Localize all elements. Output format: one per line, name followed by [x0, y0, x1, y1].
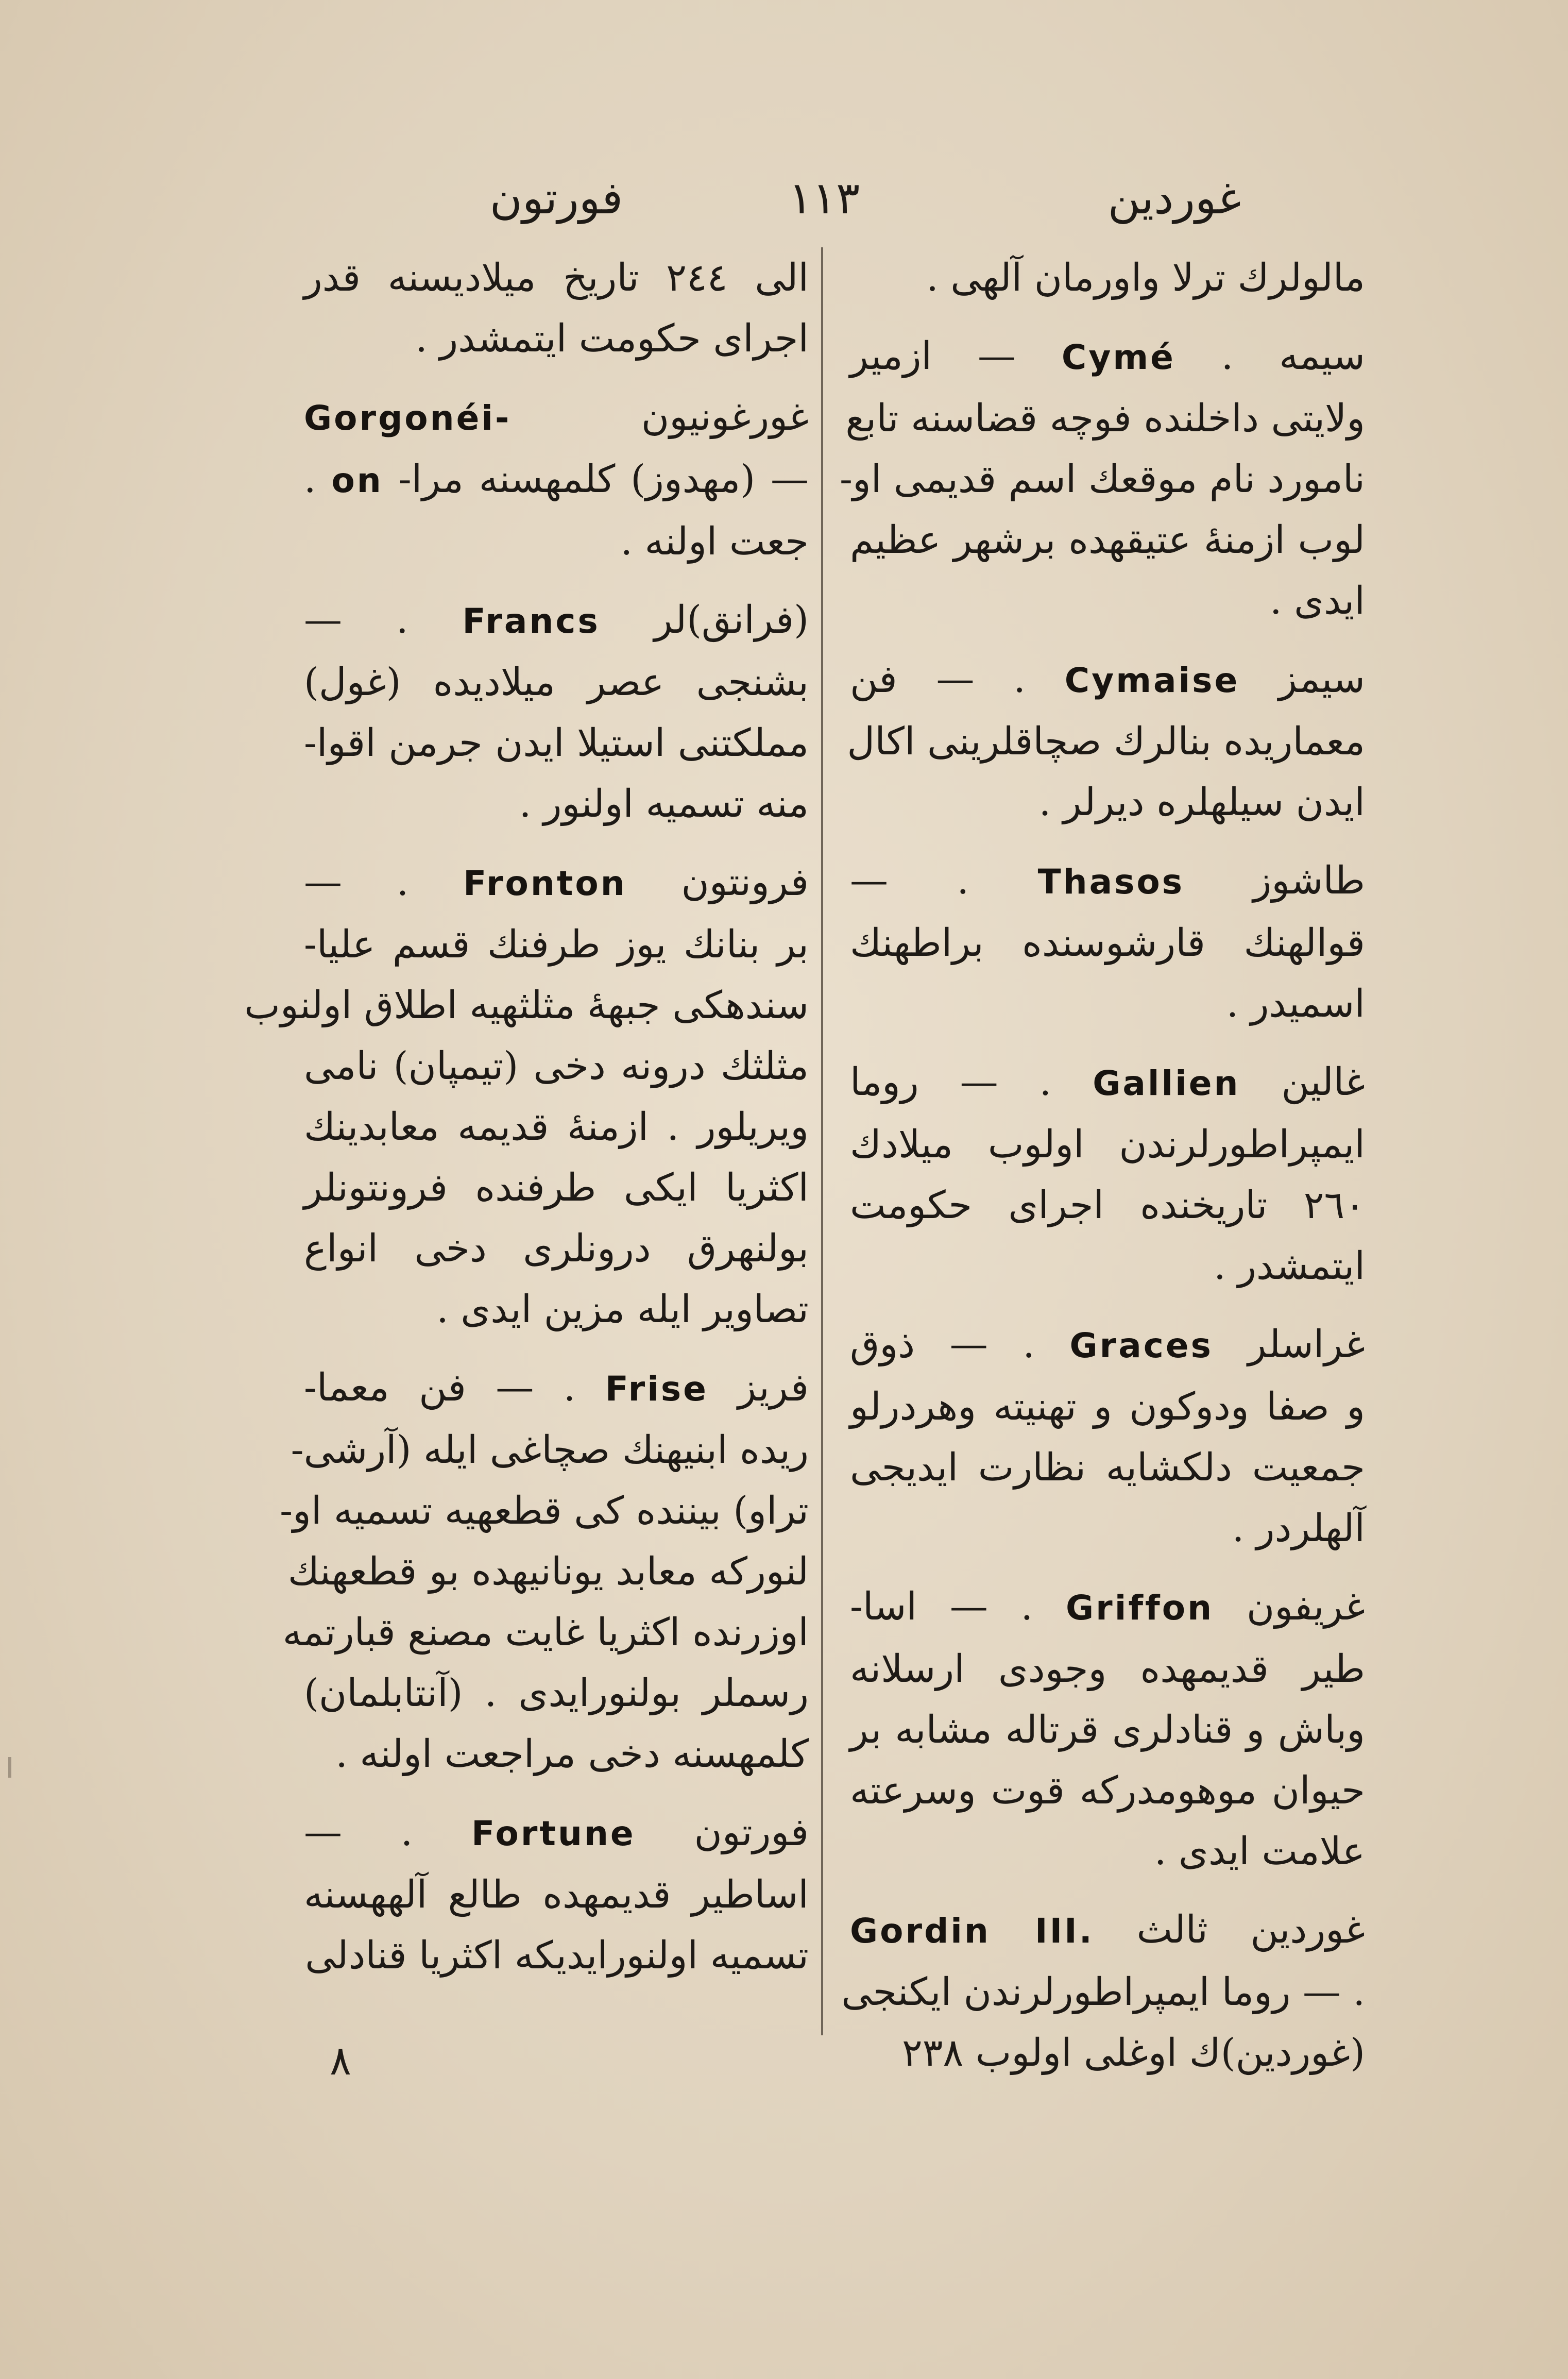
entry-text-line: (غوردين)ك اوغلى اولوب ٢٣٨ [902, 2031, 1365, 2075]
entry-text-line: نامورد نام موقعك اسم قديمى او- [840, 457, 1365, 501]
dictionary-entry [304, 589, 809, 834]
entry-text-line: الى ٢٤٤ تاريخ ميلاديسنه قدر [304, 256, 809, 300]
entry-text-line: علامت ايدى . [1154, 1829, 1365, 1874]
dictionary-entry [280, 1357, 809, 1784]
headword-latin: on [331, 461, 383, 500]
running-head-left: فورتون [489, 173, 623, 224]
entry-headword-line [850, 1314, 1365, 1376]
headword-latin: Cymaise [1064, 661, 1240, 700]
entry-headword-line [850, 326, 1365, 388]
entry-text-line: ايمپراطورلرندن اولوب ميلادك [850, 1122, 1365, 1167]
entry-text-line: تسميه اولنورايديكه اكثريا قنادلى [305, 1933, 809, 1978]
headword-ottoman: طاشوز [1184, 858, 1365, 903]
headword-latin: Griffon [1065, 1588, 1214, 1628]
entry-text-line: و صفا ودوكون و تهنيته وهردرلو [850, 1385, 1365, 1429]
right-column [840, 247, 1366, 2101]
headword-gloss: . — فن [850, 657, 1065, 701]
column-divider [821, 247, 823, 2035]
left-column [244, 247, 809, 2003]
headword-gloss: . — روما [850, 1060, 1093, 1104]
dictionary-entry [244, 852, 809, 1340]
entry-text-line: جمعيت دلكشايه نظارت ايديجى [850, 1445, 1365, 1490]
headword-ottoman: فرونتون [626, 860, 809, 904]
dictionary-entry [304, 386, 809, 572]
entry-headword-line [850, 649, 1365, 711]
entry-text-line: منه تسميه اولنور . [519, 782, 809, 826]
headword-ottoman: غراسلر [1213, 1322, 1365, 1366]
dictionary-entry [840, 326, 1365, 631]
headword-ottoman: سيمه . [1175, 334, 1365, 378]
entry-text-line: لنوركه معابد يونانيهده بو قطعهنك [287, 1549, 809, 1594]
entry-headword-line [304, 449, 809, 511]
entry-headword-line [850, 1899, 1365, 1962]
headword-gloss: . [304, 457, 332, 501]
entry-text-line: مالولرك ترلا واورمان آلهى . [926, 256, 1365, 300]
entry-text-line: ايدى . [1270, 579, 1365, 623]
headword-gloss: . — [304, 1810, 472, 1854]
headword-gloss: . — [850, 858, 1038, 903]
entry-text-line: قوالهنك قارشوسنده براطهنك [850, 921, 1365, 965]
entry-text-line: اجراى حكومت ايتمشدر . [415, 316, 809, 361]
entry-text-line: اساطير قديمهده طالع آلههسنه [304, 1872, 809, 1917]
headword-ottoman: غالين [1240, 1060, 1365, 1104]
entry-text-line: ايدن سيلهلره ديرلر . [1038, 780, 1365, 824]
entry-text-line: بر بنانك يوز طرفنك قسم عليا- [304, 922, 809, 967]
entry-headword-line [304, 386, 809, 449]
headword-latin: Fronton [463, 864, 627, 903]
headword-latin: Frise [605, 1369, 708, 1409]
headword-gloss: . — فن معما- [304, 1365, 605, 1410]
running-head-right: غوردين [1107, 173, 1241, 224]
headword-gloss: . — ذوق [850, 1322, 1070, 1366]
headword-ottoman: — (مهدوز) كلمهسنه مرا- [383, 457, 809, 501]
dictionary-entry [304, 247, 809, 369]
entry-text-line: كلمهسنه دخى مراجعت اولنه . [335, 1732, 809, 1776]
entry-text-line: طير قديمهده وجودى ارسلانه [850, 1647, 1365, 1691]
dictionary-entry [850, 1052, 1365, 1296]
headword-ottoman: غوردين ثالث [1094, 1908, 1365, 1952]
dictionary-entry [847, 649, 1366, 833]
headword-ottoman: غريفون [1214, 1584, 1365, 1629]
headword-gloss: . — [304, 860, 464, 904]
entry-headword-line [850, 1576, 1365, 1639]
headword-latin: Francs [462, 601, 600, 641]
entry-text-line: ٢٦٠ تاريخنده اجراى حكومت [850, 1183, 1365, 1227]
dictionary-entry [850, 247, 1365, 308]
entry-text-line: بشنجى عصر ميلاديده (غول) [304, 660, 809, 704]
entry-text-line: ريده ابنيهنك صچاغى ايله (آرشى- [291, 1428, 809, 1472]
entry-text-line: اكثريا ايكى طرفنده فرونتونلر [304, 1166, 809, 1210]
headword-latin: Thasos [1037, 862, 1185, 902]
entry-headword-line [304, 852, 809, 914]
entry-text-line: آلهلردر . [1232, 1506, 1365, 1550]
dictionary-entry [850, 850, 1365, 1034]
entry-headword-line [304, 1802, 809, 1864]
entry-text-line: سندهكى جبههٔ مثلثهيه اطلاق اولنوب [244, 983, 809, 1027]
entry-text-line: اوزرنده اكثريا غايت مصنع قبارتمه [282, 1610, 809, 1655]
entry-text-line: معماريده بنالرك صچاقلرينى اكال [847, 719, 1365, 764]
entry-text-line: وباش و قنادلرى قرتاله مشابه بر [850, 1708, 1365, 1752]
headword-latin: Gorgonéi- [304, 398, 512, 438]
entry-text-line: ويريلور . ازمنهٔ قديمه معابدينك [304, 1105, 809, 1149]
headword-latin: Graces [1069, 1326, 1213, 1365]
headword-ottoman: غورغونيون [511, 395, 809, 439]
entry-headword-line [850, 850, 1365, 913]
headword-gloss: . — اسا- [850, 1584, 1066, 1629]
entry-headword-line [304, 1357, 809, 1420]
entry-text-line: حيوان موهومدركه قوت وسرعته [850, 1768, 1365, 1813]
dictionary-entry [850, 1314, 1365, 1559]
entry-text-line: تراو) بيننده كى قطعهيه تسميه او- [280, 1489, 809, 1533]
headword-ottoman: سيمز [1239, 657, 1366, 701]
entry-text-line: اسميدر . [1226, 982, 1365, 1026]
entry-headword-line [850, 1052, 1365, 1114]
entry-text-line: مثلثك درونه دخى (تيمپان) نامى [304, 1044, 809, 1088]
headword-ottoman: فريز [708, 1365, 809, 1410]
headword-ottoman: (فرانق)لر [600, 598, 809, 642]
headword-latin: Cymé [1061, 338, 1175, 377]
signature-mark: ٨ [330, 2038, 351, 2084]
headword-latin: Gordin III. [850, 1911, 1094, 1951]
entry-text-line: لوب ازمنهٔ عتيقهده برشهر عظيم [850, 518, 1365, 562]
headword-gloss: . — [304, 598, 463, 642]
entry-text-line: ايتمشدر . [1214, 1244, 1365, 1288]
headword-gloss: — ازمير [850, 334, 1062, 378]
dictionary-entry [850, 1576, 1365, 1882]
entry-text-line: جعت اولنه . [620, 519, 809, 564]
dictionary-entry [304, 1802, 809, 1986]
headword-ottoman: فورتون [635, 1810, 809, 1854]
dictionary-entry [841, 1899, 1365, 2083]
entry-text-line: ولايتى داخلنده فوچه قضاسنه تابع [845, 396, 1365, 441]
entry-headword-line [304, 589, 809, 652]
margin-speck [8, 1757, 11, 1778]
entry-text-line: رسملر بولنورايدى . (آنتابلمان) [304, 1671, 809, 1715]
entry-text-line: . — روما ايمپراطورلرندن ايكنجى [841, 1970, 1365, 2014]
entry-text-line: بولنهرق درونلرى دخى انواع [304, 1226, 809, 1271]
page-number: ١١٣ [788, 173, 860, 224]
entry-text-line: تصاوير ايله مزين ايدى . [436, 1287, 809, 1331]
headword-latin: Fortune [471, 1814, 636, 1853]
headword-latin: Gallien [1093, 1064, 1240, 1103]
entry-text-line: مملكتنى استيلا ايدن جرمن اقوا- [304, 721, 809, 765]
